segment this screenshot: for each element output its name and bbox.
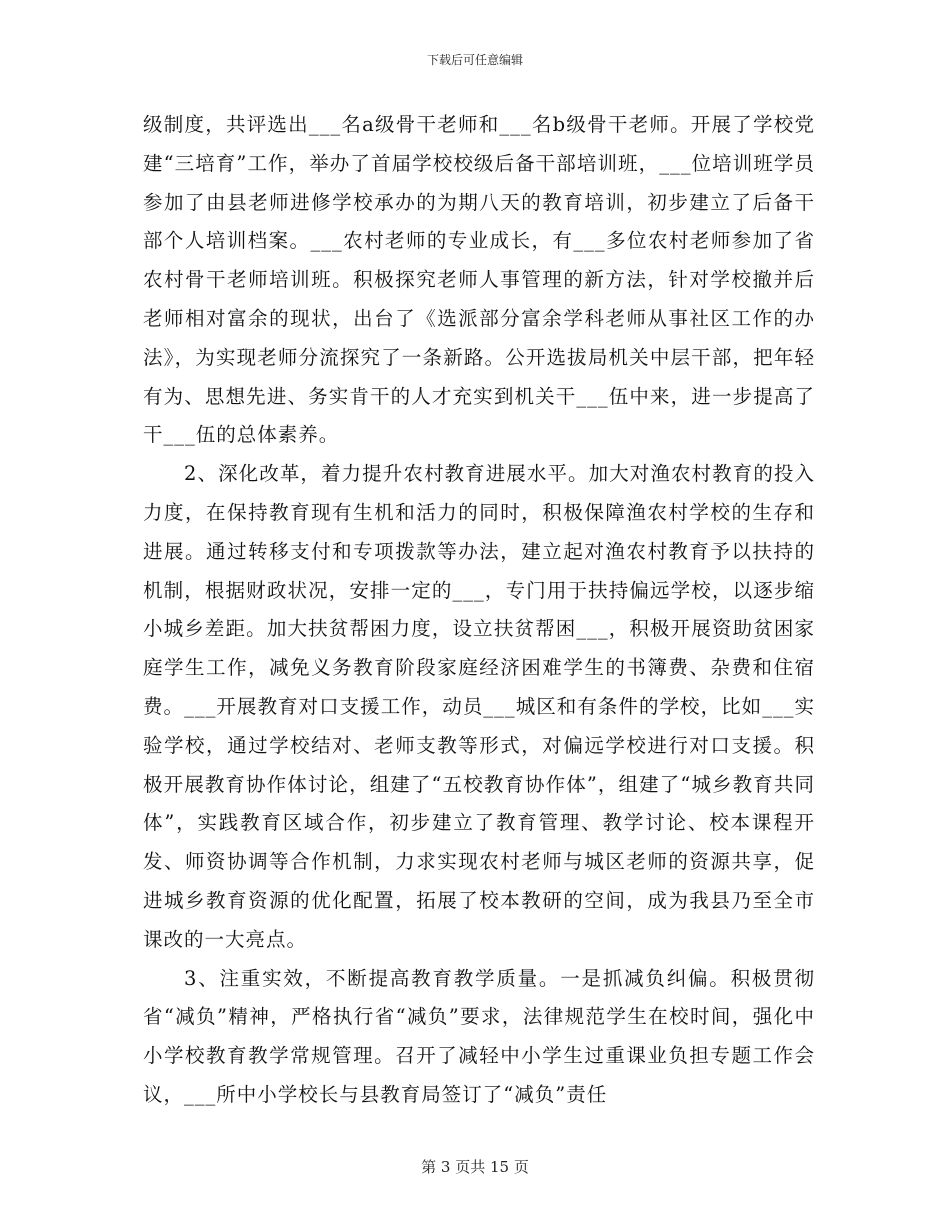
page-header: 下载后可任意编辑 [426, 53, 523, 67]
paragraph-3: 3、注重实效，不断提高教育教学质量。一是抓减负纠偏。积极贯彻省“减负”精神，严格执行省“减负”要求，法律规范学生在校时间，强化中小学校教育教学常规管理。召开了减轻中小学生过重课业负担专题工作会议，___所中小学校长与县教育局签订了“减负”责任 [143, 966, 815, 1106]
paragraph-1: 级制度，共评选出___名a级骨干老师和___名b级骨干老师。开展了学校党建“三培育”工作，举办了首届学校校级后备干部培训班，___位培训班学员参加了由县老师进修学校承办的为期八天的教育培训，初步建立了后备干部个人培训档案。___农村老师的专业成长，有___多位农村老师参加了省农村骨干老师培训班。积极探究老师人事管理的新方法，针对学校撤并后老师相对富余的现状，出台了《选派部分富余学科老师从事社区工作的办法》，为实现老师分流探究了一条新路。公开选拔局机关中层干部，把年轻有为、思想先进、务实肯干的人才充实到机关干___伍中来，进一步提高了干___伍的总体素养。 [143, 113, 815, 447]
paragraph-2: 2、深化改革，着力提升农村教育进展水平。加大对渔农村教育的投入力度，在保持教育现有生机和活力的同时，积极保障渔农村学校的生存和进展。通过转移支付和专项拨款等办法，建立起对渔农村教育予以扶持的机制，根据财政状况，安排一定的___，专门用于扶持偏远学校，以逐步缩小城乡差距。加大扶贫帮困力度，设立扶贫帮困___，积极开展资助贫困家庭学生工作，减免义务教育阶段家庭经济困难学生的书簿费、杂费和住宿费。___开展教育对口支援工作，动员___城区和有条件的学校，比如___实验学校，通过学校结对、老师支教等形式，对偏远学校进行对口支援。积极开展教育协作体讨论，组建了“五校教育协作体”，组建了“城乡教育共同体”，实践教育区域合作，初步建立了教育管理、教学讨论、校本课程开发、师资协调等合作机制，力求实现农村老师与城区老师的资源共享，促进城乡教育资源的优化配置，拓展了校本教研的空间，成为我县乃至全市课改的一大亮点。 [143, 462, 815, 951]
document-body [143, 106, 815, 1115]
page-number-footer: 第 3 页共 15 页 [421, 1158, 529, 1176]
